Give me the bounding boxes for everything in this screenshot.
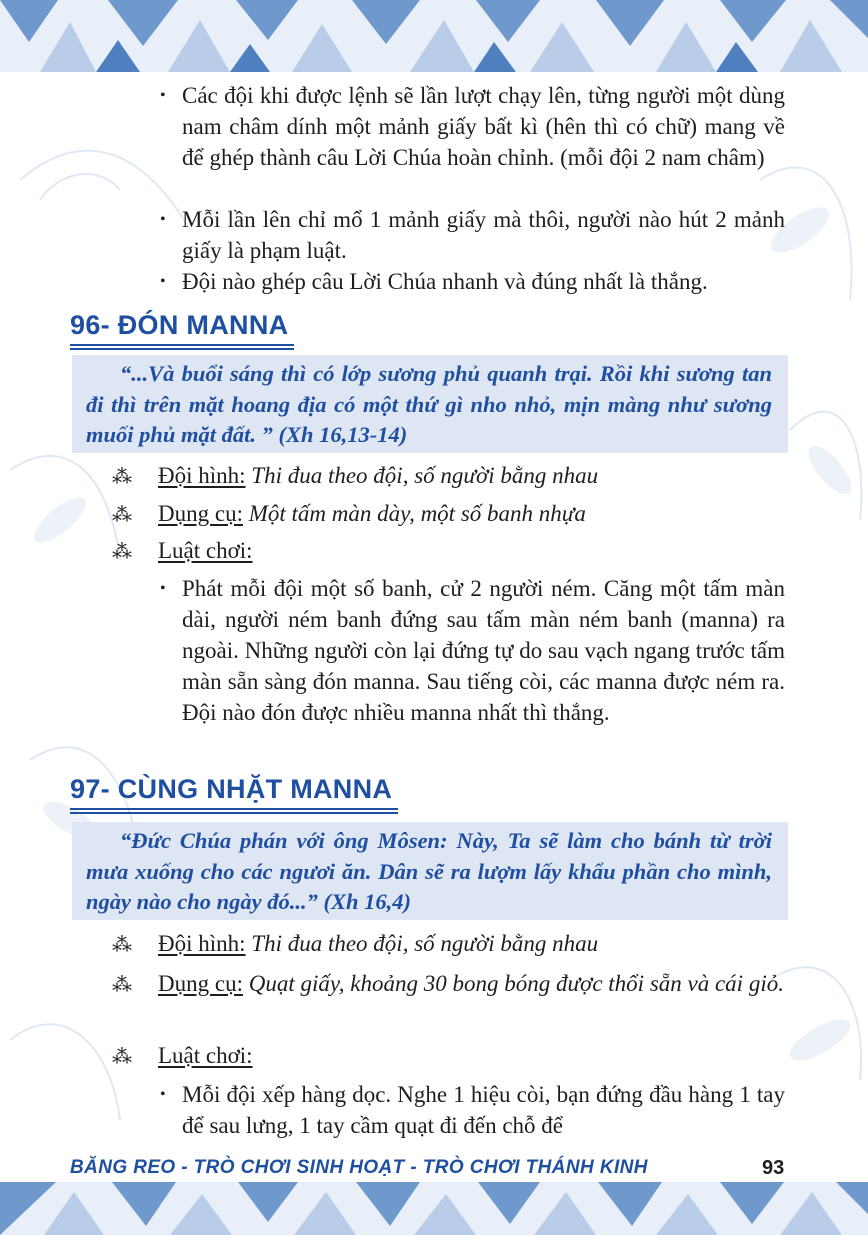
rule-text: Phát mỗi đội một số banh, cử 2 người ném. Căng một tấm màn dài, người ném banh đứng sau tấm màn ném banh (manna) ra ngoài. Những người còn lại đứng tự do sau vạch ngang trước tấm màn sẵn sàng đón manna. Sau tiếng còi, các manna được ném ra. Đội nào đón được nhiều manna nhất thì thắng. <box>182 576 785 725</box>
section-96-formation <box>112 460 785 493</box>
intro-bullet <box>160 80 785 173</box>
title-underline <box>70 348 294 350</box>
section-97-rule-bullet <box>160 1079 785 1141</box>
intro-bullet-text: Đội nào ghép câu Lời Chúa nhanh và đúng nhất là thắng. <box>182 269 708 294</box>
section-97-rules <box>112 1040 785 1073</box>
tools-label: Dụng cụ: <box>158 971 243 996</box>
section-96-title <box>70 308 288 342</box>
section-96-scripture-quote <box>72 355 788 453</box>
formation-label: Đội hình: <box>158 463 246 488</box>
section-96-tools <box>112 498 785 531</box>
intro-bullet-text: Mỗi lần lên chỉ mổ 1 mảnh giấy mà thôi, người nào hút 2 mảnh giấy là phạm luật. <box>182 207 785 263</box>
title-underline <box>70 812 398 814</box>
bullet-dot: • <box>160 273 166 290</box>
bullet-dot: • <box>160 580 166 597</box>
rules-label: Luật chơi: <box>158 538 253 563</box>
intro-bullet <box>160 204 785 266</box>
book-title-footer: BĂNG REO - TRÒ CHƠI SINH HOẠT - TRÒ CHƠI THÁNH KINH <box>70 1157 648 1178</box>
section-97-scripture-quote <box>72 822 788 920</box>
item-marker: ⁂ <box>112 541 132 563</box>
item-marker: ⁂ <box>112 934 132 956</box>
rule-text: Mỗi đội xếp hàng dọc. Nghe 1 hiệu còi, bạn đứng đầu hàng 1 tay để sau lưng, 1 tay cầm quạt đi đến chỗ để <box>182 1082 785 1138</box>
section-97-title-text: 97- CÙNG NHẶT MANNA <box>70 774 393 804</box>
section-97-tools <box>112 968 785 1001</box>
formation-label: Đội hình: <box>158 931 246 956</box>
bullet-dot: • <box>160 211 166 228</box>
quote-text: “...Và buổi sáng thì có lớp sương phủ quanh trại. Rồi khi sương tan đi thì trên mặt hoang địa có một thứ gì nho nhỏ, mịn màng như sương muối phủ mặt đất. ” (Xh 16,13-14) <box>86 361 772 447</box>
intro-bullet <box>160 266 785 297</box>
formation-value: Thi đua theo đội, số người bằng nhau <box>251 463 599 488</box>
bottom-triangle-border <box>0 1182 868 1235</box>
section-96-rule-bullet <box>160 573 785 728</box>
tools-label: Dụng cụ: <box>158 501 243 526</box>
tools-value: Quạt giấy, khoảng 30 bong bóng được thổi sẵn và cái giỏ. <box>248 971 784 996</box>
bullet-dot: • <box>160 87 166 104</box>
quote-text: “Đức Chúa phán với ông Môsen: Này, Ta sẽ làm cho bánh từ trời mưa xuống cho các ngươi ăn. Dân sẽ ra lượm lấy khẩu phần cho mình, ngày nào cho ngày đó...” (Xh 16,4) <box>86 828 772 914</box>
section-97-formation <box>112 928 785 961</box>
section-96-rules <box>112 535 785 568</box>
page-number: 93 <box>762 1157 785 1179</box>
tools-value: Một tấm màn dày, một số banh nhựa <box>248 501 586 526</box>
item-marker: ⁂ <box>112 974 132 996</box>
section-97-title <box>70 772 392 806</box>
intro-bullet-text: Các đội khi được lệnh sẽ lần lượt chạy lên, từng người một dùng nam châm dính một mảnh giấy bất kì (hên thì có chữ) mang về để ghép thành câu Lời Chúa hoàn chỉnh. (mỗi đội 2 nam châm) <box>182 83 785 170</box>
title-underline <box>70 344 294 346</box>
formation-value: Thi đua theo đội, số người bằng nhau <box>251 931 599 956</box>
rules-label: Luật chơi: <box>158 1043 253 1068</box>
bullet-dot: • <box>160 1086 166 1103</box>
item-marker: ⁂ <box>112 504 132 526</box>
title-underline <box>70 808 398 810</box>
item-marker: ⁂ <box>112 1046 132 1068</box>
section-96-title-text: 96- ĐÓN MANNA <box>70 310 289 340</box>
item-marker: ⁂ <box>112 466 132 488</box>
